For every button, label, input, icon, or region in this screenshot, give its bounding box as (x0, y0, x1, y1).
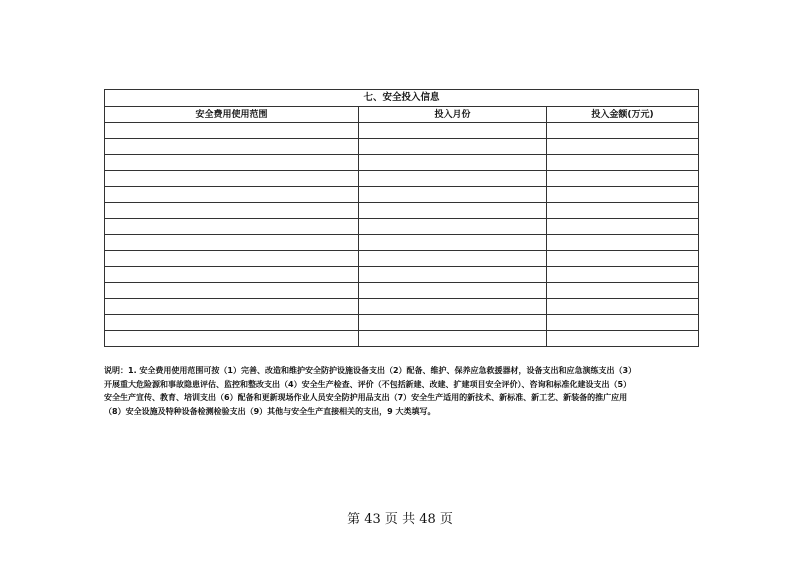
amount-cell[interactable] (547, 171, 699, 187)
column-header-amount: 投入金额(万元) (547, 107, 699, 123)
month-cell[interactable] (359, 123, 547, 139)
usage-scope-cell[interactable] (105, 283, 359, 299)
month-cell[interactable] (359, 187, 547, 203)
table-row (105, 251, 699, 267)
table-row (105, 139, 699, 155)
table-row (105, 299, 699, 315)
usage-scope-cell[interactable] (105, 267, 359, 283)
amount-cell[interactable] (547, 283, 699, 299)
table-row (105, 331, 699, 347)
table-row (105, 155, 699, 171)
amount-cell[interactable] (547, 139, 699, 155)
usage-scope-cell[interactable] (105, 139, 359, 155)
amount-cell[interactable] (547, 331, 699, 347)
explanation-note (104, 364, 704, 418)
note-line: （8）安全设施及特种设备检测检验支出（9）其他与安全生产直接相关的支出，9 大类填写。 (104, 406, 436, 416)
table-row (105, 123, 699, 139)
usage-scope-cell[interactable] (105, 331, 359, 347)
usage-scope-cell[interactable] (105, 299, 359, 315)
month-cell[interactable] (359, 171, 547, 187)
table-row (105, 315, 699, 331)
usage-scope-cell[interactable] (105, 203, 359, 219)
table-row (105, 283, 699, 299)
section-title: 七、安全投入信息 (105, 90, 699, 107)
month-cell[interactable] (359, 155, 547, 171)
usage-scope-cell[interactable] (105, 251, 359, 267)
safety-investment-table (104, 89, 699, 347)
column-header-row (105, 107, 699, 123)
table-row (105, 203, 699, 219)
amount-cell[interactable] (547, 315, 699, 331)
table-row (105, 267, 699, 283)
note-line: 开展重大危险源和事故隐患评估、监控和整改支出（4）安全生产检查、评价（不包括新建、改建、扩建项目安全评价）、咨询和标准化建设支出（5） (104, 379, 632, 389)
table-row (105, 171, 699, 187)
month-cell[interactable] (359, 203, 547, 219)
amount-cell[interactable] (547, 219, 699, 235)
month-cell[interactable] (359, 235, 547, 251)
note-label: 说明： (104, 366, 128, 375)
safety-investment-form (104, 89, 698, 347)
usage-scope-cell[interactable] (105, 315, 359, 331)
amount-cell[interactable] (547, 155, 699, 171)
month-cell[interactable] (359, 315, 547, 331)
month-cell[interactable] (359, 331, 547, 347)
column-header-month: 投入月份 (359, 107, 547, 123)
month-cell[interactable] (359, 219, 547, 235)
amount-cell[interactable] (547, 203, 699, 219)
month-cell[interactable] (359, 283, 547, 299)
page-number: 第 43 页 共 48 页 (347, 512, 453, 527)
amount-cell[interactable] (547, 267, 699, 283)
usage-scope-cell[interactable] (105, 123, 359, 139)
usage-scope-cell[interactable] (105, 155, 359, 171)
usage-scope-cell[interactable] (105, 235, 359, 251)
column-header-usage-scope: 安全费用使用范围 (105, 107, 359, 123)
amount-cell[interactable] (547, 123, 699, 139)
month-cell[interactable] (359, 267, 547, 283)
usage-scope-cell[interactable] (105, 219, 359, 235)
month-cell[interactable] (359, 251, 547, 267)
amount-cell[interactable] (547, 251, 699, 267)
amount-cell[interactable] (547, 299, 699, 315)
month-cell[interactable] (359, 139, 547, 155)
table-row (105, 219, 699, 235)
amount-cell[interactable] (547, 187, 699, 203)
note-line: 1. 安全费用使用范围可按（1）完善、改造和维护安全防护设施设备支出（2）配备、维护、保养应急救援器材，设备支出和应急演练支出（3） (128, 366, 637, 375)
amount-cell[interactable] (547, 235, 699, 251)
usage-scope-cell[interactable] (105, 187, 359, 203)
month-cell[interactable] (359, 299, 547, 315)
table-row (105, 187, 699, 203)
note-line: 安全生产宣传、教育、培训支出（6）配备和更新现场作业人员安全防护用品支出（7）安全生产适用的新技术、新标准、新工艺、新装备的推广应用 (104, 393, 628, 402)
table-row (105, 235, 699, 251)
usage-scope-cell[interactable] (105, 171, 359, 187)
